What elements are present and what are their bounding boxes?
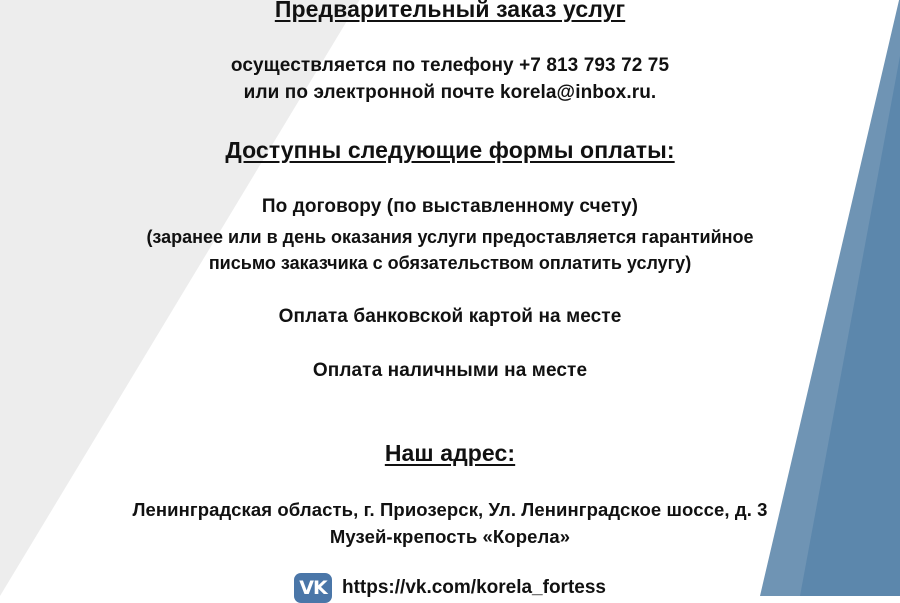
payment-contract-note [40,224,860,276]
payment-contract: По договору (по выставленному счету) [261,195,639,217]
payment-contract-note-line1: (заранее или в день оказания услуги предоставляется гарантийное [146,226,754,247]
payment-heading: Доступны следующие формы оплаты: [225,136,675,163]
address-block [40,497,860,551]
contact-email-line: или по электронной почте korela@inbox.ru. [243,81,657,103]
payment-contract-note-line2: письмо заказчика с обязательством оплатить услугу) [208,253,692,274]
vk-link[interactable]: https://vk.com/korela_fortess [342,576,606,598]
page-title: Предварительный заказ услуг [274,0,626,22]
address-line-1: Ленинградская область, г. Приозерск, Ул. Ленинградское шоссе, д. 3 [132,499,768,521]
payment-cash: Оплата наличными на месте [312,360,588,382]
contact-phone-line: осуществляется по телефону +7 813 793 72 75 [230,55,670,76]
address-heading: Наш адрес: [384,440,516,467]
address-line-2: Музей-крепость «Корела» [329,525,571,547]
vk-row[interactable] [40,573,860,603]
contact-block [40,53,860,107]
payment-card: Оплата банковской картой на месте [278,306,622,328]
vk-icon[interactable]: VK [294,573,332,603]
